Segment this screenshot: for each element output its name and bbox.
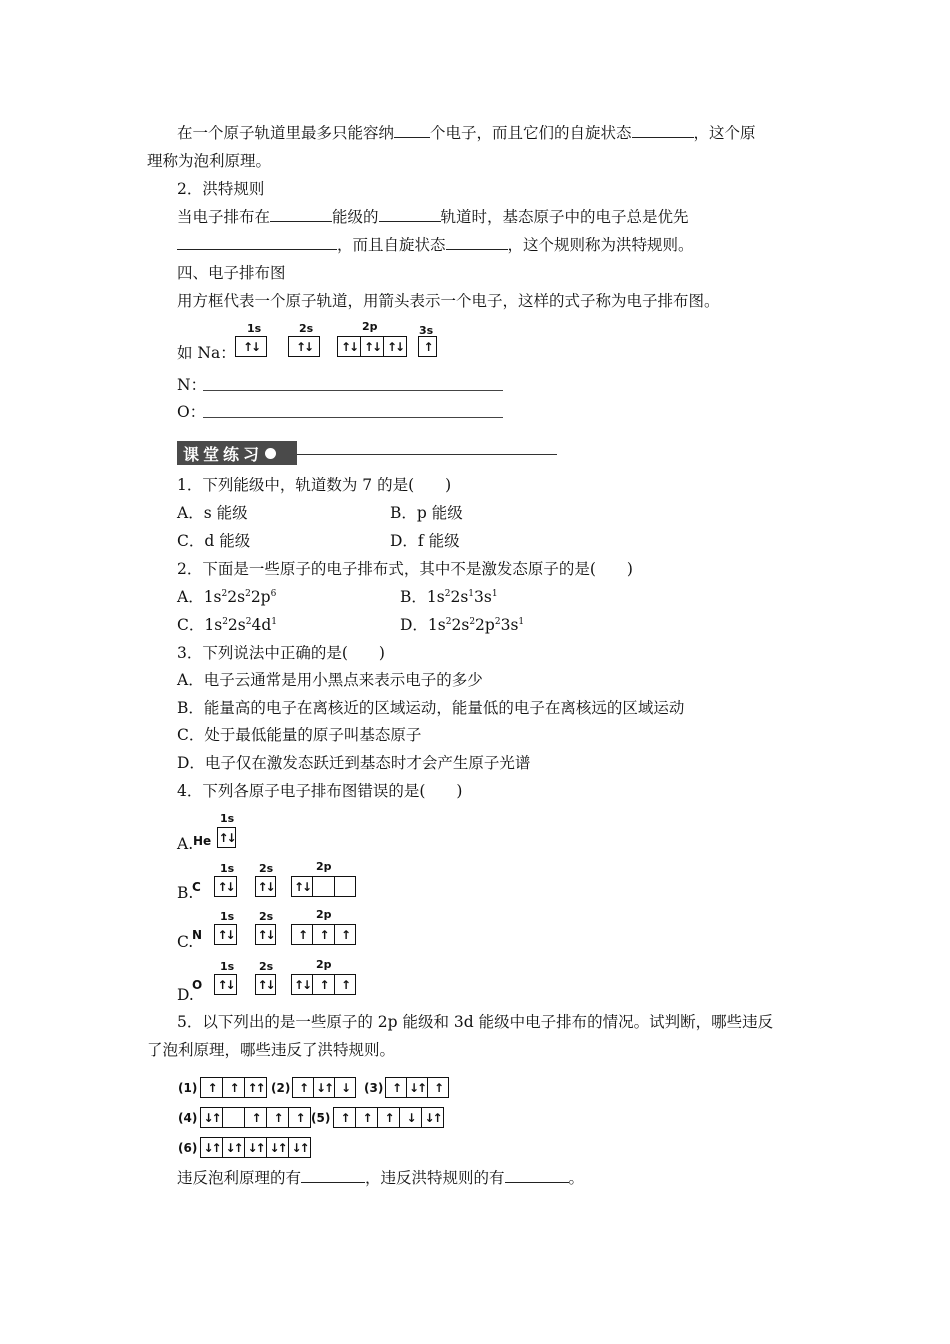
orbital-label: 1s [220, 960, 235, 973]
q5-label: (6) [178, 1141, 198, 1155]
blank[interactable] [270, 207, 332, 222]
q1-option-a[interactable]: A．s 能级 [177, 504, 248, 522]
he-1s-box [217, 827, 236, 848]
orbital-cell: ↑ [222, 1078, 244, 1097]
orbital-cell: ↓ [399, 1108, 421, 1127]
q4-option-b[interactable]: B. [177, 884, 194, 902]
orbital-cell [312, 877, 334, 896]
blank[interactable] [632, 123, 694, 138]
q5-label: (1) [178, 1081, 198, 1095]
orbital-cell: ↓↑ [222, 1138, 244, 1157]
hund-line-1 [177, 207, 689, 227]
orbital-cell: ↓ [334, 1078, 355, 1097]
q2-option-a[interactable]: A．$1s^22s^22p^6$ [177, 588, 277, 606]
orbital-label: 1s [220, 812, 235, 825]
n-label: N： [177, 376, 207, 394]
orbital-cell: ↓↑ [203, 1140, 220, 1155]
c-2s-box [255, 876, 276, 897]
orbital-label: 2p [316, 908, 332, 921]
blank[interactable] [177, 235, 337, 250]
n-2s-box [255, 924, 276, 945]
na-1s-box [235, 336, 267, 357]
orbital-label: 1s [220, 910, 235, 923]
q5-label: (3) [364, 1081, 384, 1095]
q5-diagram-3 [385, 1077, 449, 1098]
na-label: 如 Na： [177, 344, 236, 362]
orbital-cell: ↑↓ [257, 977, 274, 992]
q5-answer-text-1: 违反泡利原理的有 [177, 1169, 302, 1187]
pauli-text-1: 在一个原子轨道里最多只能容纳 [177, 124, 395, 142]
q3-option-d[interactable]: D．电子仅在激发态跃迁到基态时才会产生原子光谱 [177, 754, 531, 772]
q5-answer-text-3: 。 [568, 1169, 585, 1187]
orbital-cell: ↑ [377, 1108, 399, 1127]
orbital-cell: ↑ [391, 1080, 401, 1095]
hund-text-4: ，而且自旋状态 [337, 236, 446, 254]
orbital-cell: ↑↓ [257, 927, 274, 942]
q4-option-d[interactable]: D. [177, 986, 194, 1004]
orbital-cell: ↑ [298, 1080, 308, 1095]
orbital-cell: ↑ [312, 975, 334, 994]
orbital-cell [334, 877, 355, 896]
hund-heading: 2．洪特规则 [177, 180, 265, 198]
orbital-label: 2s [259, 862, 274, 875]
q4-stem: 4．下列各原子电子排布图错误的是( ) [177, 782, 463, 800]
na-2s-box [288, 336, 320, 357]
orbital-cell: ↓↑ [266, 1138, 288, 1157]
orbital-cell [222, 1108, 244, 1127]
o-answer-line[interactable] [203, 417, 503, 418]
blank[interactable] [301, 1168, 365, 1183]
atom-symbol: He [193, 834, 212, 848]
hund-text-1: 当电子排布在 [177, 208, 271, 226]
q4-option-a[interactable]: A. [177, 835, 194, 853]
n-2p-box [291, 924, 356, 945]
o-1s-box [214, 974, 237, 995]
hund-text-3: 轨道时，基态原子中的电子总是优先 [440, 208, 689, 226]
orbital-cell: ↑ [207, 1080, 216, 1095]
q5-diagram-5 [333, 1107, 444, 1128]
orbital-cell: ↑↓ [218, 830, 235, 845]
orbital-label: 1s [220, 862, 235, 875]
o-2p-box [291, 974, 356, 995]
q5-stem-2: 了泡利原理，哪些违反了洪特规则。 [147, 1041, 396, 1059]
na-2p-box [337, 336, 407, 357]
orbital-cell: ↑ [297, 927, 307, 942]
q5-label: (5) [311, 1111, 331, 1125]
orbital-label: 2p [316, 860, 332, 873]
orbital-cell: ↓↑ [244, 1138, 266, 1157]
orbital-label: 2p [316, 958, 332, 971]
n-1s-box [214, 924, 237, 945]
orbital-cell: ↑ [334, 975, 355, 994]
q5-label: (2) [271, 1081, 291, 1095]
q5-answer-line [177, 1168, 584, 1188]
pauli-text-3: ，这个原 [693, 124, 756, 142]
o-label: O： [177, 403, 206, 421]
orbital-cell: ↑ [423, 339, 432, 354]
q3-option-c[interactable]: C．处于最低能量的原子叫基态原子 [177, 726, 422, 744]
q4-option-c[interactable]: C. [177, 933, 194, 951]
blank[interactable] [394, 123, 430, 138]
orbital-cell: ↑↓ [340, 339, 358, 354]
q1-option-d[interactable]: D．f 能级 [390, 532, 460, 550]
orbital-cell: ↑↓ [242, 339, 260, 354]
q1-option-c[interactable]: C．d 能级 [177, 532, 251, 550]
q3-option-b[interactable]: B．能量高的电子在离核近的区域运动，能量低的电子在离核远的区域运动 [177, 699, 685, 717]
c-2p-box [291, 876, 356, 897]
orbital-cell: ↓↑ [421, 1108, 443, 1127]
orbital-label: 1s [247, 322, 262, 335]
diagram-heading: 四、电子排布图 [177, 264, 286, 282]
q3-option-a[interactable]: A．电子云通常是用小黑点来表示电子的多少 [177, 671, 483, 689]
na-3s-box [418, 336, 437, 357]
orbital-cell: ↑↓ [293, 879, 311, 894]
q2-stem: 2．下面是一些原子的电子排布式，其中不是激发态原子的是( ) [177, 560, 633, 578]
atom-symbol: O [192, 978, 203, 992]
c-1s-box [214, 876, 237, 897]
atom-symbol: C [192, 880, 201, 894]
orbital-cell: ↑↓ [217, 927, 234, 942]
q5-label: (4) [178, 1111, 198, 1125]
q2-option-c[interactable]: C．$1s^22s^24d^1$ [177, 616, 278, 634]
q3-stem: 3．下列说法中正确的是( ) [177, 644, 385, 662]
orbital-cell: ↓↑ [203, 1110, 220, 1125]
orbital-cell: ↑ [266, 1108, 288, 1127]
q5-diagram-4 [200, 1107, 311, 1128]
blank[interactable] [505, 1168, 569, 1183]
hund-text-5: ，这个规则称为洪特规则。 [507, 236, 694, 254]
q2-option-b[interactable]: B．$1s^22s^13s^1$ [400, 588, 498, 606]
orbital-cell: ↑ [355, 1108, 377, 1127]
orbital-cell: ↑↓ [257, 879, 274, 894]
hund-line-2 [177, 235, 694, 255]
orbital-label: 2s [259, 960, 274, 973]
q1-stem: 1．下列能级中，轨道数为 7 的是( ) [177, 476, 452, 494]
orbital-label: 3s [419, 324, 434, 337]
section-title: 课堂练习 [183, 444, 264, 464]
orbital-cell: ↓↑ [313, 1078, 334, 1097]
orbital-cell: ↑ [427, 1078, 448, 1097]
orbital-cell: ↑↓ [217, 879, 234, 894]
q5-answer-text-2: ，违反洪特规则的有 [365, 1169, 505, 1187]
bullet-icon [265, 448, 276, 459]
orbital-label: 2s [299, 322, 314, 335]
blank[interactable] [446, 235, 508, 250]
q5-stem-1: 5．以下列出的是一些原子的 2p 能级和 3d 能级中电子排布的情况。试判断，哪些违反 [177, 1013, 774, 1031]
q5-diagram-2 [292, 1077, 356, 1098]
q1-option-b[interactable]: B．p 能级 [390, 504, 463, 522]
blank[interactable] [379, 207, 441, 222]
q2-option-d[interactable]: D．$1s^22s^22p^23s^1$ [400, 616, 525, 634]
orbital-cell: ↓↑ [406, 1078, 427, 1097]
orbital-cell: ↑ [340, 1110, 349, 1125]
divider [297, 454, 557, 455]
orbital-cell: ↑ [334, 925, 355, 944]
o-2s-box [255, 974, 276, 995]
section-banner [177, 441, 297, 465]
orbital-cell: ↑ [244, 1108, 266, 1127]
orbital-cell: ↑↓ [217, 977, 234, 992]
orbital-label: 2p [362, 320, 378, 333]
orbital-cell: ↑ [288, 1108, 310, 1127]
orbital-cell: ↑↓ [383, 337, 406, 356]
orbital-label: 2s [259, 910, 274, 923]
pauli-line-2: 理称为泡利原理。 [147, 152, 272, 170]
orbital-cell: ↑↓ [295, 339, 313, 354]
orbital-cell: ↑ [312, 925, 334, 944]
pauli-text-2: 个电子，而且它们的自旋状态 [430, 124, 632, 142]
atom-symbol: N [192, 928, 203, 942]
orbital-cell: ↑↑ [244, 1078, 266, 1097]
n-answer-line[interactable] [203, 390, 503, 391]
q5-diagram-6 [200, 1137, 311, 1158]
orbital-cell: ↑↓ [360, 337, 383, 356]
pauli-line-1 [177, 123, 756, 143]
diagram-desc: 用方框代表一个原子轨道，用箭头表示一个电子，这样的式子称为电子排布图。 [177, 292, 720, 310]
hund-text-2: 能级的 [332, 208, 379, 226]
q5-diagram-1 [200, 1077, 267, 1098]
orbital-cell: ↓↑ [288, 1138, 310, 1157]
orbital-cell: ↑↓ [293, 977, 311, 992]
